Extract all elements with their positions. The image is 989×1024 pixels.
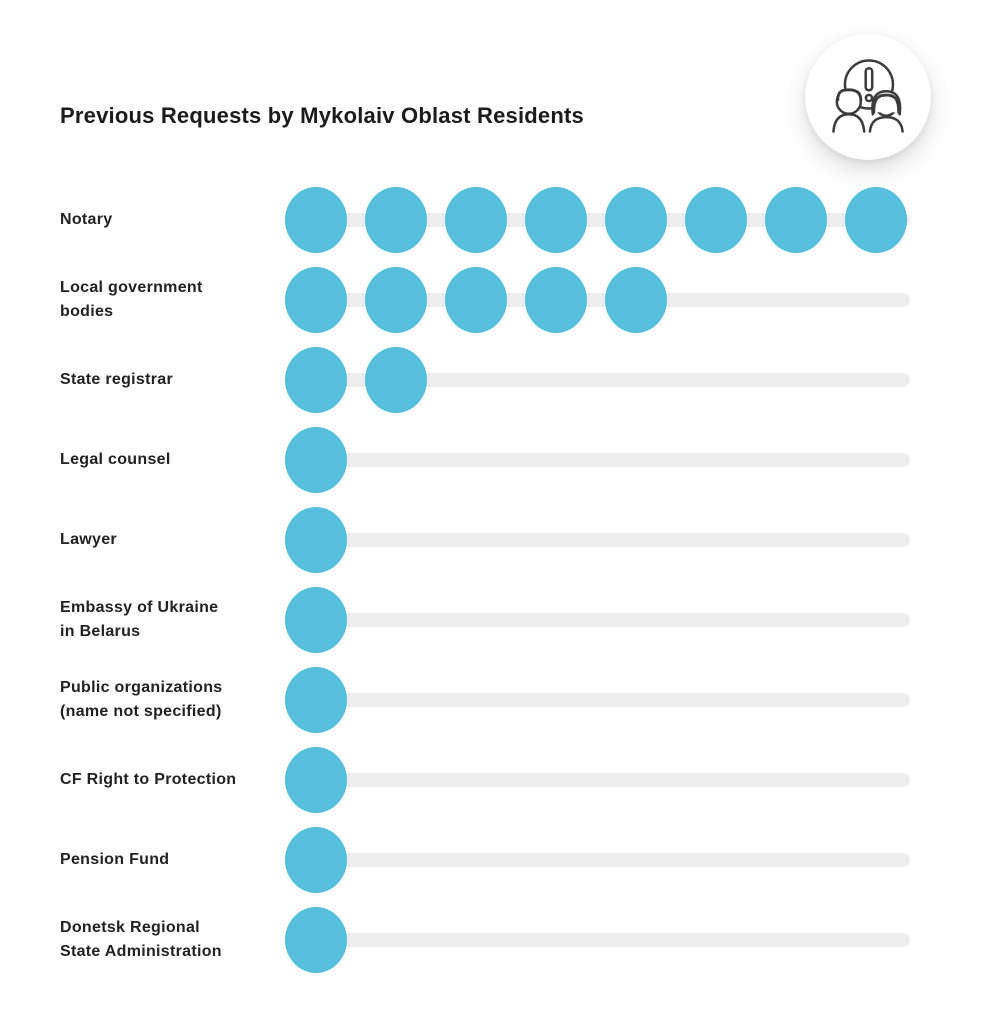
chart-row (60, 500, 929, 580)
people-alert-icon (820, 49, 916, 145)
row-track-area (285, 180, 910, 260)
page-title: Previous Requests by Mykolaiv Oblast Residents (60, 102, 584, 128)
row-label: Public organizations (name not specified) (60, 679, 223, 720)
row-track-area (285, 740, 910, 820)
chart-row (60, 740, 929, 820)
unit-dot (285, 347, 347, 413)
row-track (285, 613, 910, 627)
unit-dot (525, 267, 587, 333)
chart-row (60, 180, 929, 260)
row-track (285, 693, 910, 707)
row-track (285, 533, 910, 547)
unit-dot (285, 507, 347, 573)
row-track (285, 853, 910, 867)
unit-dot (605, 187, 667, 253)
row-track-area (285, 340, 910, 420)
row-track-area (285, 420, 910, 500)
unit-dot (285, 827, 347, 893)
row-track (285, 773, 910, 787)
chart-row (60, 340, 929, 420)
row-label: State registrar (60, 371, 173, 388)
unit-dot (365, 347, 427, 413)
chart-row (60, 820, 929, 900)
row-track (285, 933, 910, 947)
row-label: Embassy of Ukraine in Belarus (60, 599, 219, 640)
unit-dot (285, 187, 347, 253)
unit-dot (365, 187, 427, 253)
unit-dot (285, 907, 347, 973)
unit-dot (525, 187, 587, 253)
unit-dot (285, 587, 347, 653)
unit-dot (685, 187, 747, 253)
unit-dot (445, 187, 507, 253)
unit-dot (285, 667, 347, 733)
row-track-area (285, 260, 910, 340)
row-track-area (285, 820, 910, 900)
row-label: Donetsk Regional State Administration (60, 919, 222, 960)
chart-rows (60, 180, 929, 980)
unit-dot (285, 747, 347, 813)
unit-dot (285, 267, 347, 333)
chart-row (60, 580, 929, 660)
chart-row (60, 660, 929, 740)
unit-dot (285, 427, 347, 493)
people-alert-badge (805, 34, 931, 160)
unit-dot (605, 267, 667, 333)
row-label: Lawyer (60, 531, 117, 548)
chart-row (60, 900, 929, 980)
row-label: CF Right to Protection (60, 771, 237, 788)
unit-dot (845, 187, 907, 253)
row-track (285, 453, 910, 467)
row-label: Legal counsel (60, 451, 171, 468)
unit-dot (765, 187, 827, 253)
chart-row (60, 420, 929, 500)
row-track-area (285, 900, 910, 980)
row-label: Local government bodies (60, 279, 203, 320)
row-label: Notary (60, 211, 113, 228)
unit-dot (365, 267, 427, 333)
row-label: Pension Fund (60, 851, 170, 868)
row-track-area (285, 580, 910, 660)
chart-row (60, 260, 929, 340)
row-track-area (285, 500, 910, 580)
unit-dot (445, 267, 507, 333)
row-track-area (285, 660, 910, 740)
